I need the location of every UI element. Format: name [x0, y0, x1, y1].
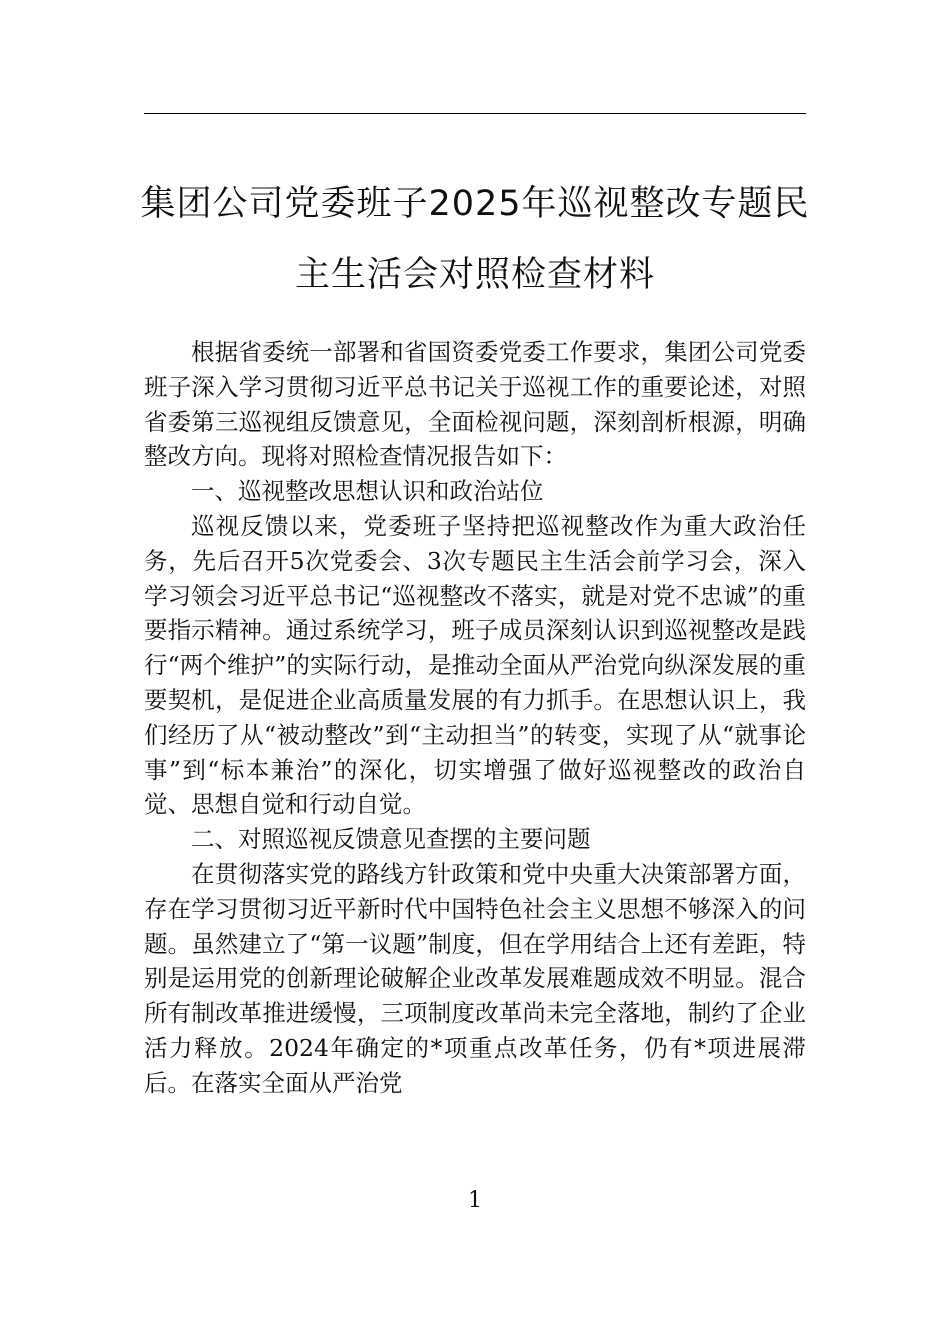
document-title-line-1: 集团公司党委班子2025年巡视整改专题民: [140, 184, 810, 224]
document-body: [144, 335, 806, 1101]
intro-paragraph: 根据省委统一部署和省国资委党委工作要求，集团公司党委班子深入学习贯彻习近平总书记关于巡视工作的重要论述，对照省委第三巡视组反馈意见，全面检视问题，深刻剖析根源，明确整改方向。现将对照检查情况报告如下：: [144, 338, 806, 471]
section-1-paragraph: 巡视反馈以来，党委班子坚持把巡视整改作为重大政治任务，先后召开5次党委会、3次专题民主生活会前学习会，深入学习领会习近平总书记“巡视整改不落实，就是对党不忠诚”的重要指示精神。通过系统学习，班子成员深刻认识到巡视整改是践行“两个维护”的实际行动，是推动全面从严治党向纵深发展的重要契机，是促进企业高质量发展的有力抓手。在思想认识上，我们经历了从“被动整改”到“主动担当”的转变，实现了从“就事论事”到“标本兼治”的深化，切实增强了做好巡视整改的政治自觉、思想自觉和行动自觉。: [144, 511, 806, 819]
section-heading-1: 一、巡视整改思想认识和政治站位: [191, 477, 544, 506]
section-heading-2: 二、对照巡视反馈意见查摆的主要问题: [191, 825, 591, 854]
document-title-line-2: 主生活会对照检查材料: [294, 255, 655, 295]
section-2-paragraph: 在贯彻落实党的路线方针政策和党中央重大决策部署方面，存在学习贯彻习近平新时代中国特色社会主义思想不够深入的问题。虽然建立了“第一议题”制度，但在学用结合上还有差距，特别是运用党的创新理论破解企业改革发展难题成效不明显。混合所有制改革推进缓慢，三项制度改革尚未完全落地，制约了企业活力释放。2024年确定的*项重点改革任务，仍有*项进展滞后。在落实全面从严治党: [144, 859, 806, 1097]
header-rule: [144, 113, 806, 114]
page-number: 1: [468, 1188, 482, 1213]
